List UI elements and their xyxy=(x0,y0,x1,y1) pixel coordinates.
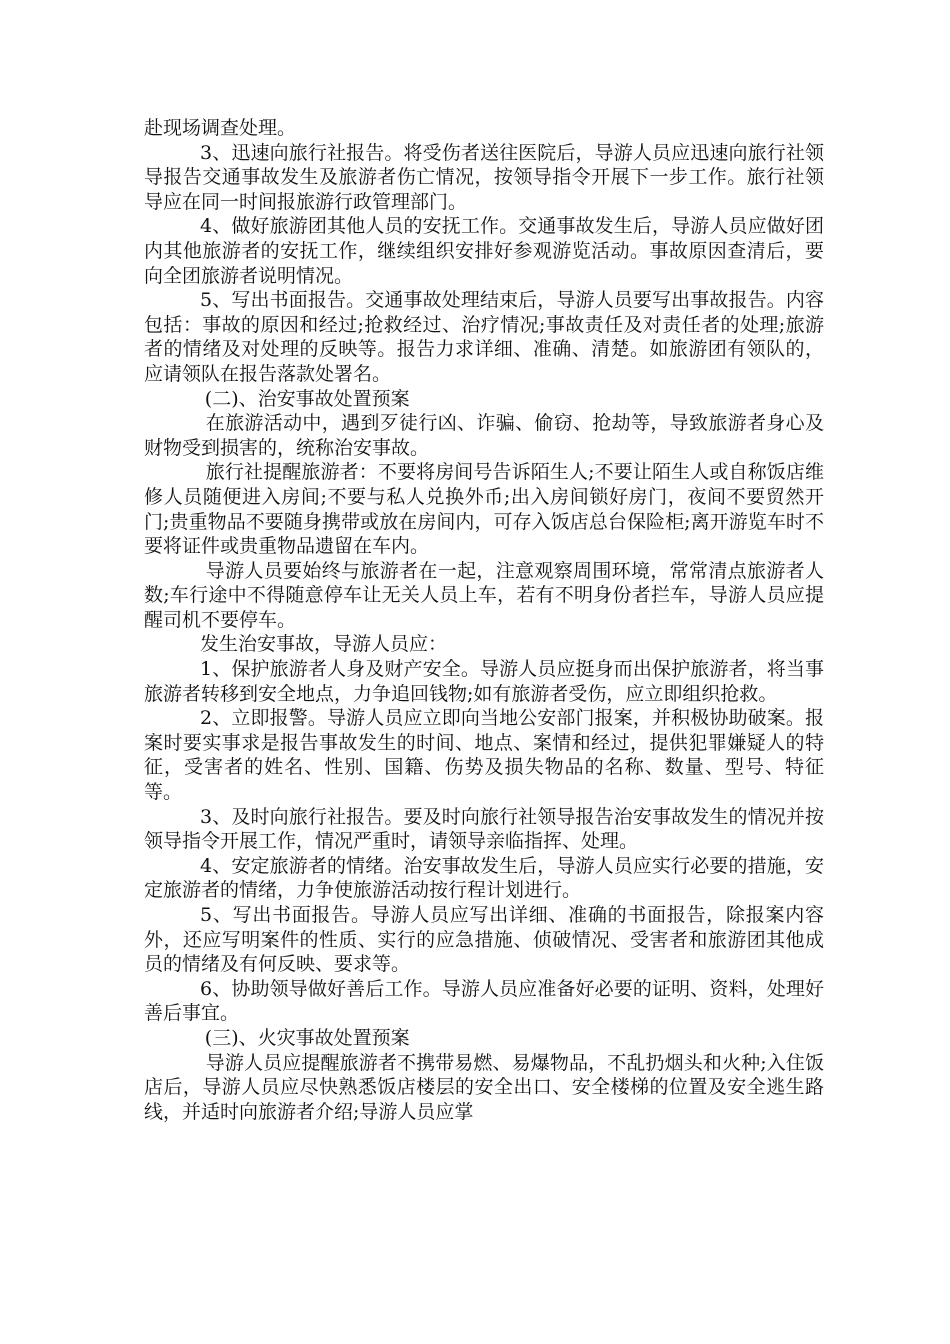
paragraph-security-step-3: 3、及时向旅行社报告。要及时向旅行社领导报告治安事故发生的情况并按领导指令开展工作，情况严重时，请领导亲临指挥、处理。 xyxy=(144,805,824,853)
paragraph-traffic-step-5: 5、写出书面报告。交通事故处理结束后，导游人员要写出事故报告。内容包括：事故的原因和经过;抢救经过、治疗情况;事故责任及对责任者的处理;旅游者的情绪及对处理的反映等。报告力求详细、准确、清楚。如旅游团有领队的，应请领队在报告落款处署名。 xyxy=(144,289,824,385)
paragraph-continuation: 赴现场调查处理。 xyxy=(144,117,297,139)
paragraph-guide-duties: 导游人员要始终与旅游者在一起，注意观察周围环境，常常清点旅游者人数;车行途中不得随意停车让无关人员上车，若有不明身份者拦车，导游人员应提醒司机不要停车。 xyxy=(144,559,824,631)
document-page xyxy=(144,116,824,1124)
paragraph-security-intro: 发生治安事故，导游人员应： xyxy=(200,633,448,656)
section-heading-public-security: (二)、治安事故处置预案 xyxy=(204,387,410,410)
paragraph-security-step-5: 5、写出书面报告。导游人员应写出详细、准确的书面报告，除报案内容外，还应写明案件的性质、实行的应急措施、侦破情况、受害者和旅游团其他成员的情绪及有何反映、要求等。 xyxy=(144,904,824,976)
paragraph-security-definition: 在旅游活动中，遇到歹徒行凶、诈骗、偷窃、抢劫等，导致旅游者身心及财物受到损害的，统称治安事故。 xyxy=(144,412,824,459)
paragraph-traffic-step-3: 3、迅速向旅行社报告。将受伤者送往医院后，导游人员应迅速向旅行社领导报告交通事故发生及旅游者伤亡情况，按领导指令开展下一步工作。旅行社领导应在同一时间报旅游行政管理部门。 xyxy=(144,141,824,213)
paragraph-security-step-2: 2、立即报警。导游人员应立即向当地公安部门报案，并积极协助破案。报案时要实事求是报告事故发生的时间、地点、案情和经过，提供犯罪嫌疑人的特征，受害者的姓名、性别、国籍、伤势及损失物品的名称、数量、型号、特征等。 xyxy=(144,707,824,804)
paragraph-security-reminders: 旅行社提醒旅游者：不要将房间号告诉陌生人;不要让陌生人或自称饭店维修人员随便进入房间;不要与私人兑换外币;出入房间锁好房门，夜间不要贸然开门;贵重物品不要随身携带或放在房间内，可存入饭店总台保险柜;离开游览车时不要将证件或贵重物品遗留在车内。 xyxy=(144,461,824,558)
paragraph-security-step-4: 4、安定旅游者的情绪。治安事故发生后，导游人员应实行必要的措施，安定旅游者的情绪，力争使旅游活动按行程计划进行。 xyxy=(144,854,824,902)
section-heading-fire: (三)、火灾事故处置预案 xyxy=(204,1026,410,1049)
paragraph-traffic-step-4: 4、做好旅游团其他人员的安抚工作。交通事故发生后，导游人员应做好团内其他旅游者的安抚工作，继续组织安排好参观游览活动。事故原因查清后，要向全团旅游者说明情况。 xyxy=(144,215,824,287)
paragraph-security-step-6: 6、协助领导做好善后工作。导游人员应准备好必要的证明、资料，处理好善后事宜。 xyxy=(144,977,824,1025)
paragraph-fire-prevention: 导游人员应提醒旅游者不携带易燃、易爆物品，不乱扔烟头和火种;入住饭店后，导游人员应尽快熟悉饭店楼层的安全出口、安全楼梯的位置及安全逃生路线，并适时向旅游者介绍;导游人员应掌 xyxy=(144,1051,824,1123)
paragraph-security-step-1: 1、保护旅游者人身及财产安全。导游人员应挺身而出保护旅游者，将当事旅游者转移到安全地点，力争追回钱物;如有旅游者受伤，应立即组织抢救。 xyxy=(144,658,824,705)
